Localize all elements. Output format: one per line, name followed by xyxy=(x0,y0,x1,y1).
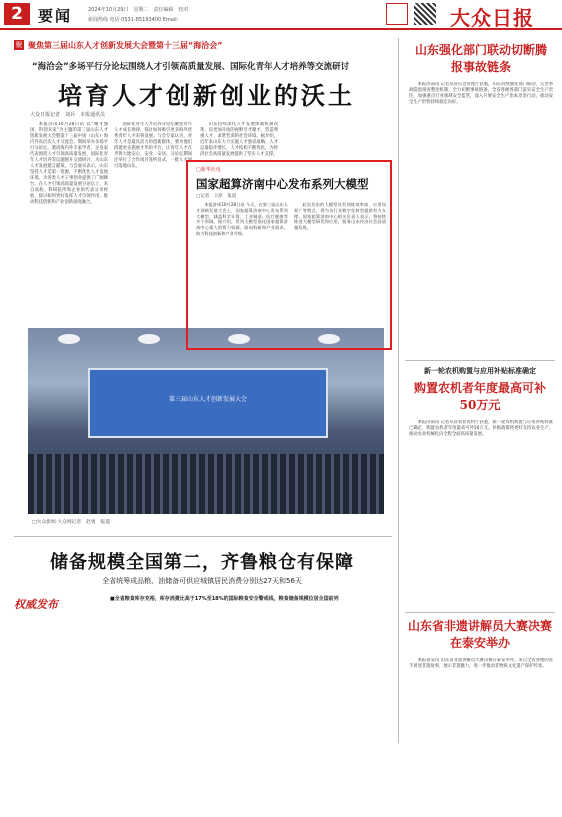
main-column-3-text: 山东持续深化人才发展体制机制改革，以更加开放的视野引才聚才，营造尊重人才、求贤若渴的社会环境。据介绍，近年来山东大力实施人才强省战略，人才总量稳步增长，人才结构不断优化，为经济社会高质量发展提供了坚实人才支撑。 xyxy=(200,122,278,157)
kicker-bar xyxy=(14,40,390,54)
right-story-2-text: 本报济南讯 记者从省农业农村厅获悉，新一轮农机购置与应用补贴标准已确定，购置农机者年度最高可补50万元。补贴政策将更好支持农业生产，推动农业机械化向全程全面高质量发展。 xyxy=(409,420,553,437)
boxed-column-2 xyxy=(294,202,386,344)
divider xyxy=(405,612,555,613)
ceiling-light-icon xyxy=(58,334,80,344)
right-column xyxy=(398,38,556,743)
right-story-1-title: 山东强化部门联动切断腾报事故链条 xyxy=(414,43,547,74)
main-headline: 培育人才创新创业的沃土 xyxy=(58,81,355,110)
page-header xyxy=(0,0,562,30)
date-line: 2024年10月29日 星期二 责任编辑 校对 xyxy=(88,7,189,13)
stage-screen xyxy=(88,368,328,438)
kicker-badge: 聚 xyxy=(15,41,23,49)
kicker-text: 聚焦第三届山东人才创新发展大会暨第十三届“海洽会” xyxy=(28,41,223,50)
main-column-2 xyxy=(114,122,192,318)
audience xyxy=(28,454,384,514)
right-story-2-body xyxy=(409,420,553,610)
authority-badge: 权威发布 xyxy=(14,598,58,611)
boxed-column-1 xyxy=(196,202,288,344)
boxed-story-title: 国家超算济南中心发布系列大模型 xyxy=(196,177,369,191)
brand-logo: 大众日报 xyxy=(450,6,534,30)
right-story-3-body xyxy=(409,658,553,740)
right-story-2-title: 购置农机者年度最高可补50万元 xyxy=(413,381,546,412)
stage-screen-text: 第三届山东人才创新发展大会 xyxy=(168,396,247,403)
bottom-subhead: 全省统筹成品粮、油储备可供应城镇居民消费分别达27天和56天 xyxy=(102,577,302,585)
page-number: 2 xyxy=(4,3,30,25)
main-byline: 大众日报记者 刘兵 本报通讯员 xyxy=(30,112,106,118)
right-story-2-kicker: 新一轮农机购置与应用补贴标准确定 xyxy=(424,367,536,375)
contact-line: 新闻热线 电话 0531-85193400 Email: xyxy=(88,17,179,23)
right-story-3-title: 山东省非遗讲解员大赛决赛在泰安举办 xyxy=(407,619,552,650)
boxed-story-label: □新华社电 xyxy=(196,167,221,173)
main-column-1-text: 本报济南10月28日讯 以“聚才强国、科创未来”为主题的第三届山东人才创新发展大会暨第十三届中国（山东）海内外高层次人才交流会，期间举办多场平行分论坛，邀请海内外专家学者、企业家代表围绕人才引领高质量发展、国际化青年人才培养等议题展开交流研讨，为山东人才发展建言献策。与会嘉宾表示，山东坚持人才是第一资源，不断优化人才发展环境，为各类人才干事创业提供了广阔舞台。在人才引领高质量发展分论坛上，来自高校、科研院所和企业的代表分享经验，探讨如何更好发挥人才引领作用，推动科技创新和产业创新深度融合。 xyxy=(30,122,108,205)
section-name: 要闻 xyxy=(38,7,73,25)
boxed-story xyxy=(186,160,392,350)
main-column-2-text: 国际化青年人才培养分论坛聚焦青年人才成长规律，探讨如何吸引更多海外优秀青年人才来鲁发展。与会专家认为，青年人才是最具活力的创新群体，要为他们搭建更多施展才华的平台，让青年人才在齐鲁大地安心、安业、安居。分论坛期间还举行了合作项目签约仪式，一批人才项目落地山东。 xyxy=(114,122,192,169)
main-column-1 xyxy=(30,122,108,318)
right-story-1-text: 本报济南讯 记者从省应急管理厅获悉，山东持续强化部门联动，完善事故隐患排查整治机制，全力切断事故链条。全省各级各部门落实安全生产责任，加强重点行业领域安全监管，深入开展安全生产治本攻坚行动，推动安全生产形势持续稳定向好。 xyxy=(409,82,553,105)
right-story-3-text: 本报泰安讯 山东省非遗讲解员大赛决赛在泰安举办。来自全省各地的选手讲述非遗故事，展示非遗魅力，进一步推动非物质文化遗产保护传承。 xyxy=(409,658,553,669)
photo-caption: □大众新闻·大众网记者 赵勇 报道 xyxy=(32,520,111,525)
qr-code-icon xyxy=(414,3,436,25)
masthead-logo-icon xyxy=(386,3,408,25)
right-story-1-body xyxy=(409,82,553,358)
divider xyxy=(14,536,392,537)
bottom-bullet: ■全省粮食库存充裕，库存消费比高于17%至18%的国际粮食安全警戒线，粮食储备规模位居全国前列 xyxy=(110,596,339,602)
conference-photo xyxy=(28,328,384,514)
boxed-story-byline: □记者 王原 报道 xyxy=(196,194,237,199)
divider xyxy=(405,360,555,361)
ceiling-light-icon xyxy=(138,334,160,344)
main-subhead: “海洽会”多场平行分论坛围绕人才引领高质量发展、国际化青年人才培养等交流研讨 xyxy=(32,62,350,72)
bottom-headline: 储备规模全国第二，齐鲁粮仓有保障 xyxy=(50,552,354,573)
boxed-column-2-text: 此次发布的大模型具有训练效率高、应用场景广等特点，将为各行业数字化转型提供有力支撑。国家超算济南中心相关负责人表示，将持续推进大模型研发和应用，服务山东经济社会高质量发展。 xyxy=(294,202,386,231)
boxed-column-1-text: 本报济南10月28日讯 今天，在第三届山东人才创新发展大会上，国家超算济南中心发布系列大模型，涵盖科学计算、工业制造、医疗健康等多个领域。据介绍，系列大模型依托国家超算济南中心强大的算力资源，面向科研和产业需求，助力科技创新和产业升级。 xyxy=(196,202,288,236)
